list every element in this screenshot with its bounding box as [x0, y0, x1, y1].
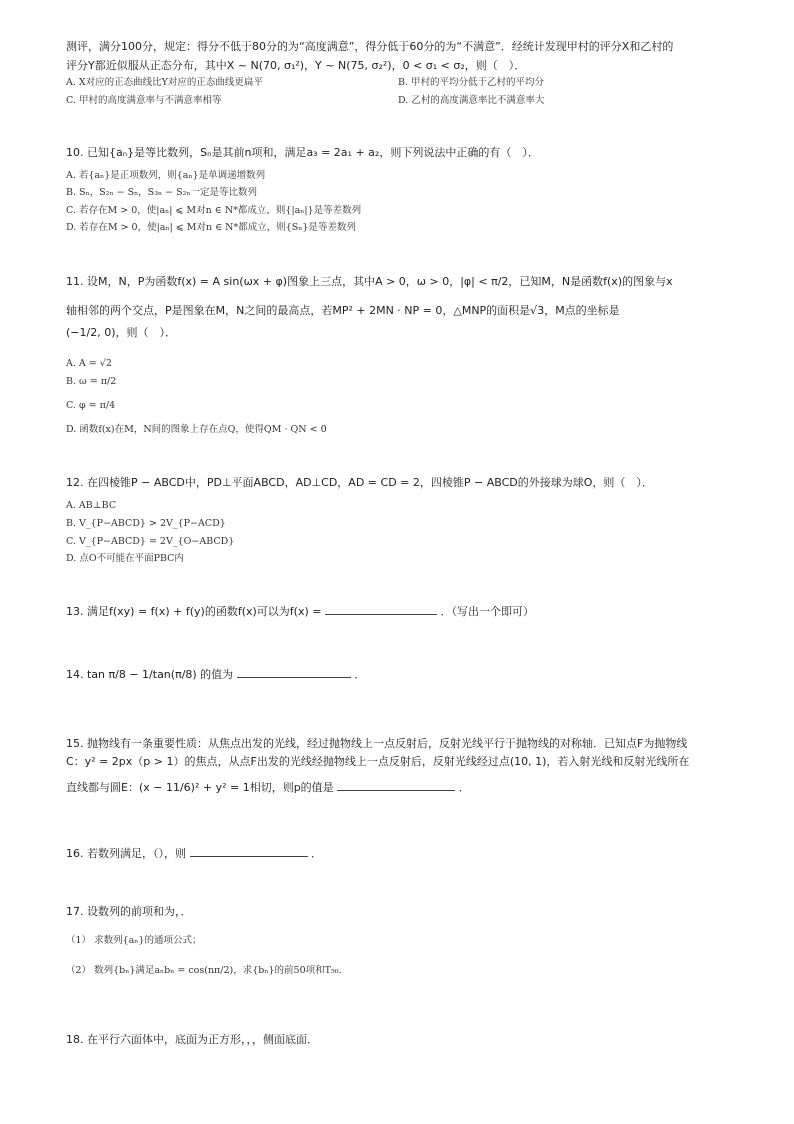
- q9-option-d[interactable]: D. 乙村的高度满意率比不满意率大: [398, 95, 545, 106]
- q14-answer-blank[interactable]: [237, 667, 351, 678]
- q18-stem: 18. 在平行六面体中，底面为正方形，，，侧面底面．: [66, 1033, 318, 1046]
- q11-option-d[interactable]: D. 函数f(x)在M，N间的图象上存在点Q，使得QM · QN < 0: [66, 424, 327, 435]
- q14-text-after: ．: [354, 668, 366, 681]
- q13-stem: [66, 604, 534, 619]
- q12-option-d[interactable]: D. 点O不可能在平面PBC内: [66, 553, 184, 564]
- q16-stem: [66, 846, 322, 861]
- q16-text-after: ．: [311, 847, 322, 860]
- q13-text-after: ．（写出一个即可）: [440, 605, 534, 618]
- q9-line1: 测评，满分100分，规定：得分不低于80分的为“高度满意”，得分低于60分的为“不满意”．经统计发现甲村的评分X和乙村的: [66, 40, 674, 53]
- q17-sub1: [66, 935, 201, 947]
- q16-text-before: 16. 若数列满足，（），则: [66, 847, 186, 860]
- q17-sub2-text: 数列{bₙ}满足aₙbₙ = cos(nπ/2)，求{bₙ}的前50项和T₅₀．: [94, 965, 349, 976]
- q10-option-a[interactable]: A. 若{aₙ}是正项数列，则{aₙ}是单调递增数列: [66, 170, 266, 181]
- q13-text-before: 13. 满足f(xy) = f(x) + f(y)的函数f(x)可以为f(x) =: [66, 605, 325, 618]
- q13-answer-blank[interactable]: [325, 604, 437, 615]
- q17-sub2-number: （2）: [66, 965, 92, 976]
- q17-sub1-text: 求数列{aₙ}的通项公式；: [94, 935, 202, 946]
- q15-line3: [66, 780, 470, 795]
- q14-stem: [66, 667, 365, 682]
- q12-option-b[interactable]: B. V_{P−ABCD} > 2V_{P−ACD}: [66, 518, 226, 529]
- q15-text-after: ．: [458, 781, 470, 794]
- q9-option-a[interactable]: A. X对应的正态曲线比Y对应的正态曲线更扁平: [66, 77, 263, 88]
- q17-sub2: [66, 965, 348, 977]
- q11-line2: 轴相邻的两个交点，P是图象在M，N之间的最高点，若MP² + 2MN · NP = 0，△MNP的面积是√3，M点的坐标是: [66, 304, 620, 317]
- q10-stem: 10. 已知{aₙ}是等比数列，Sₙ是其前n项和，满足a₃ = 2a₁ + a₂，则下列说法中正确的有（ ）．: [66, 146, 539, 159]
- q10-option-b[interactable]: B. Sₙ，S₂ₙ − Sₙ，S₃ₙ − S₂ₙ一定是等比数列: [66, 187, 258, 198]
- q17-stem: 17. 设数列的前项和为，．: [66, 905, 192, 918]
- q10-option-d[interactable]: D. 若存在M > 0，使|aₙ| ⩽ M对n ∈ N*都成立，则{Sₙ}是等差数列: [66, 222, 356, 233]
- q11-option-a[interactable]: A. A = √2: [66, 358, 112, 369]
- q9-line2: 评分Y都近似服从正态分布，其中X ~ N(70, σ₁²)，Y ~ N(75, σ₂²)，0 < σ₁ < σ₂，则（ ）．: [66, 59, 526, 72]
- q12-option-c[interactable]: C. V_{P−ABCD} = 2V_{O−ABCD}: [66, 536, 235, 547]
- q11-line3: (−1/2, 0)，则（ ）．: [66, 326, 176, 339]
- q15-line2: C：y² = 2px（p > 1）的焦点，从点F出发的光线经抛物线上一点反射后，反射光线经过点(10, 1)，若入射光线和反射光线所在: [66, 755, 690, 768]
- q12-option-a[interactable]: A. AB⊥BC: [66, 500, 117, 511]
- q15-text-before: 直线都与圆E：(x − 11/6)² + y² = 1相切，则p的值是: [66, 781, 334, 794]
- q11-option-b[interactable]: B. ω = π/2: [66, 376, 117, 387]
- q12-stem: 12. 在四棱锥P − ABCD中，PD⊥平面ABCD，AD⊥CD，AD = CD = 2，四棱锥P − ABCD的外接球为球O，则（ ）．: [66, 476, 653, 489]
- q16-answer-blank[interactable]: [190, 846, 308, 857]
- q15-line1: 15. 抛物线有一条重要性质：从焦点出发的光线，经过抛物线上一点反射后，反射光线平行于抛物线的对称轴．已知点F为抛物线: [66, 737, 688, 750]
- q9-option-b[interactable]: B. 甲村的平均分低于乙村的平均分: [398, 77, 545, 88]
- q17-sub1-number: （1）: [66, 935, 92, 946]
- q9-option-c[interactable]: C. 甲村的高度满意率与不满意率相等: [66, 95, 222, 106]
- q11-option-c[interactable]: C. φ = π/4: [66, 400, 116, 411]
- q11-line1: 11. 设M，N，P为函数f(x) = A sin(ωx + φ)图象上三点，其中A > 0，ω > 0，|φ| < π/2，已知M，N是函数f(x)的图象与x: [66, 275, 673, 288]
- q14-text-before: 14. tan π/8 − 1/tan(π/8) 的值为: [66, 668, 234, 681]
- q10-option-c[interactable]: C. 若存在M > 0，使|aₙ| ⩽ M对n ∈ N*都成立，则{|aₙ|}是等差数列: [66, 205, 362, 216]
- q15-answer-blank[interactable]: [337, 780, 455, 791]
